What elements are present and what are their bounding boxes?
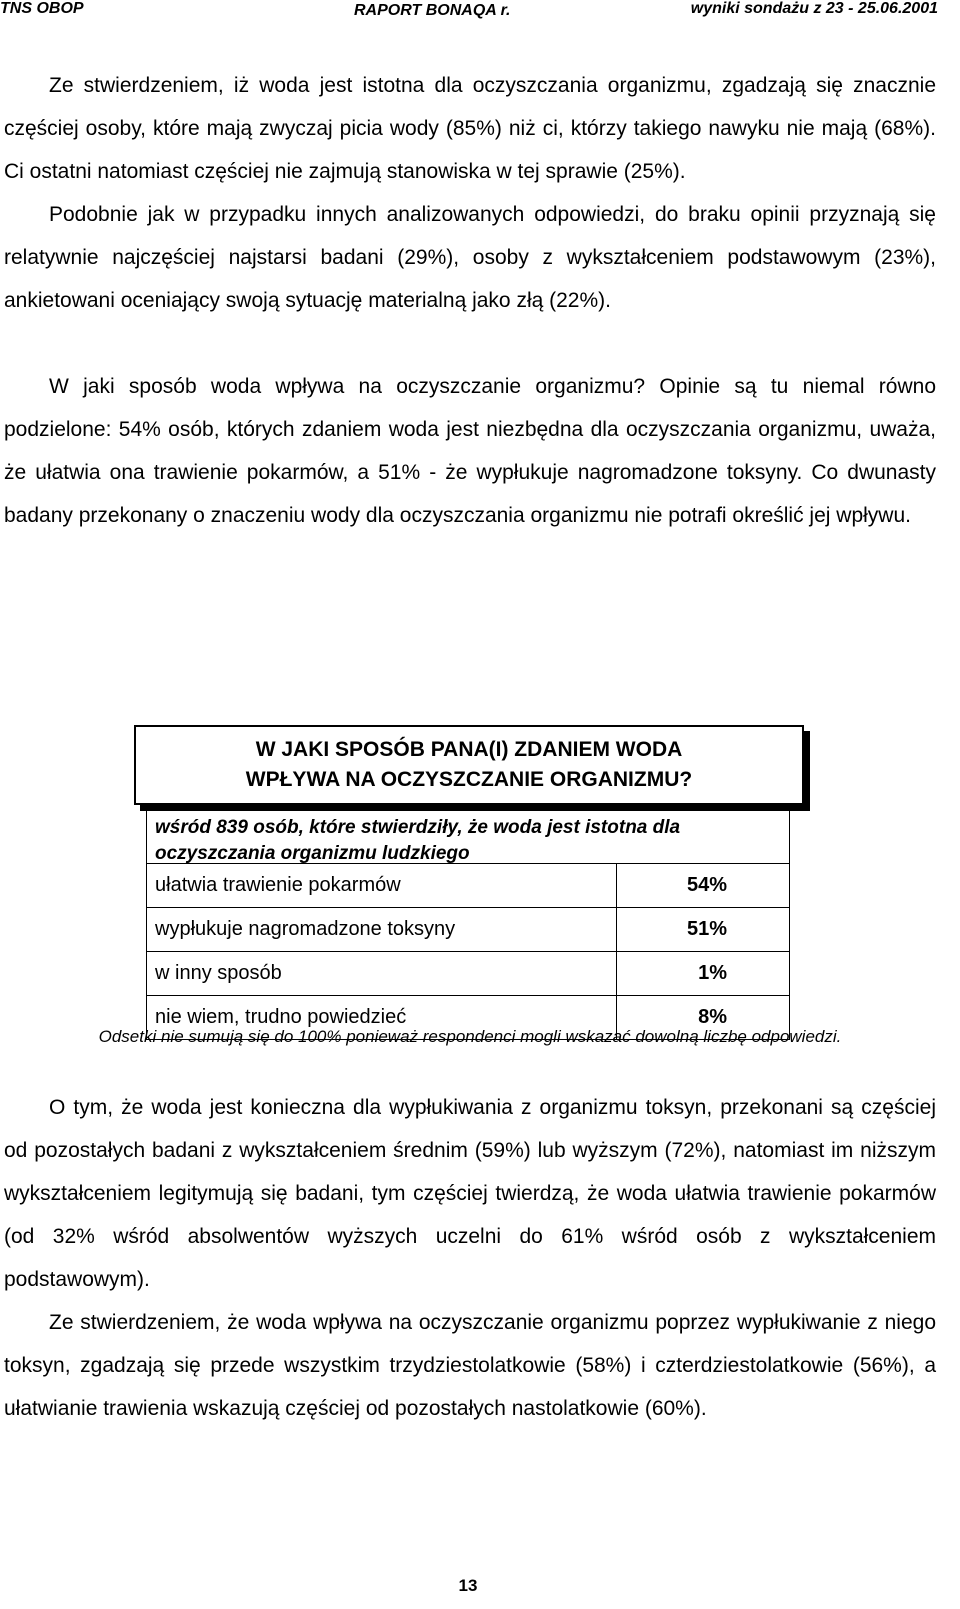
paragraph: Ze stwierdzeniem, że woda wpływa na oczyszczanie organizmu poprzez wypłukiwanie z niego toksyn, zgadzają się przede wszystkim trzydziestolatkowie (58%) i czterdziestolatkowie (56%), a ułatwianie trawienia wskazują częściej od pozostałych nastolatkowie (60%). [4,1311,936,1420]
body-text-bottom [4,1086,936,1430]
row-label: w inny sposób [147,952,617,995]
paragraph: Ze stwierdzeniem, iż woda jest istotna dla oczyszczania organizmu, zgadzają się znacznie częściej osoby, które mają zwyczaj picia wody (85%) niż ci, którzy takiego nawyku nie mają (68%). Ci ostatni natomiast częściej nie zajmują stanowiska w tej sprawie (25%). [4,74,936,183]
row-value: 8% [698,1006,727,1028]
results-table [146,808,790,1040]
table-row [147,952,789,996]
row-label: wypłukuje nagromadzone toksyny [147,908,617,951]
question-box [134,725,804,805]
paragraph: Podobnie jak w przypadku innych analizowanych odpowiedzi, do braku opinii przyznają się relatywnie najczęściej najstarsi badani (29%), osoby z wykształceniem podstawowym (23%), ankietowani oceniający swoją sytuację materialną jako złą (22%). [4,203,936,312]
page-header [0,0,960,40]
table-row [147,908,789,952]
header-report-title: RAPORT BONAQA r. [354,2,511,19]
header-survey-dates: wyniki sondażu z 23 - 25.06.2001 [690,0,938,17]
table-footnote: Odsetki nie sumują się do 100% ponieważ respondenci mogli wskazać dowolną liczbę odpowiedzi. [98,1027,842,1046]
question-title: W JAKI SPOSÓB PANA(I) ZDANIEM WODA WPŁYWA NA OCZYSZCZANIE ORGANIZMU? [245,738,693,791]
page-number: 13 [458,1576,478,1595]
body-text-top [4,64,936,537]
table-header: wśród 839 osób, które stwierdziły, że woda jest istotna dla oczyszczania organizmu ludzkiego [147,809,789,864]
row-value: 1% [698,962,727,984]
row-label: nie wiem, trudno powiedzieć [147,996,617,1039]
paragraph: W jaki sposób woda wpływa na oczyszczanie organizmu? Opinie są tu niemal równo podzielone: 54% osób, których zdaniem woda jest niezbędna dla oczyszczania organizmu, uważa, że ułatwia ona trawienie pokarmów, a 51% - że wypłukuje nagromadzone toksyny. Co dwunasty badany przekonany o znaczeniu wody dla oczyszczania organizmu nie potrafi określić jej wpływu. [4,375,936,527]
header-company: TNS OBOP [0,0,84,17]
paragraph: O tym, że woda jest konieczna dla wypłukiwania z organizmu toksyn, przekonani są częściej od pozostałych badani z wykształceniem średnim (59%) lub wyższym (72%), natomiast im niższym wykształceniem legitymują się badani, tym częściej twierdzą, że woda ułatwia trawienie pokarmów (od 32% wśród absolwentów wyższych uczelni do 61% wśród osób z wykształceniem podstawowym). [4,1096,936,1291]
row-value: 51% [686,918,727,940]
row-label: ułatwia trawienie pokarmów [147,864,617,907]
table-row [147,864,789,908]
row-value: 54% [686,874,727,896]
